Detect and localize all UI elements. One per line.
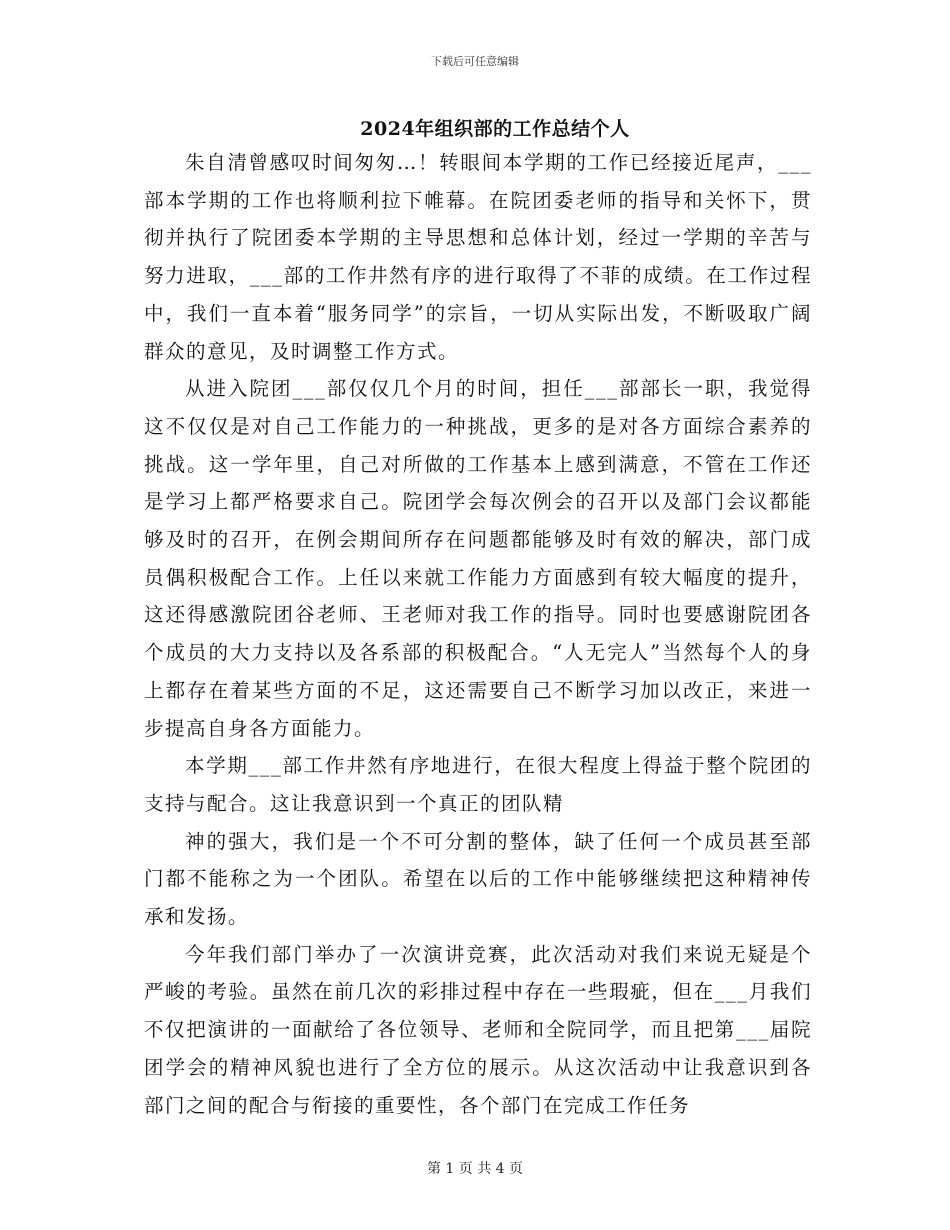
page-number-footer: 第 1 页 共 4 页: [426, 1161, 524, 1177]
paragraph: 从进入院团___部仅仅几个月的时间，担任___部部长一职，我觉得这不仅仅是对自己工作能力的一种挑战，更多的是对各方面综合素养的挑战。这一学年里，自己对所做的工作基本上感到满意，不管在工作还是学习上都严格要求自己。院团学会每次例会的召开以及部门会议都能够及时的召开，在例会期间所存在问题都能够及时有效的解决，部门成员偶积极配合工作。上任以来就工作能力方面感到有较大幅度的提升，这还得感激院团谷老师、王老师对我工作的指导。同时也要感谢院团各个成员的大力支持以及各系部的积极配合。“人无完人”当然每个人的身上都存在着某些方面的不足，这还需要自己不断学习加以改正，来进一步提高自身各方面能力。: [144, 377, 812, 740]
document-body: [144, 144, 812, 1124]
paragraph: 朱自清曾感叹时间匆匆…！转眼间本学期的工作已经接近尾声，___部本学期的工作也将顺利拉下帷幕。在院团委老师的指导和关怀下，贯彻并执行了院团委本学期的主导思想和总体计划，经过一学期的辛苦与努力进取，___部的工作井然有序的进行取得了不菲的成绩。在工作过程中，我们一直本着“服务同学”的宗旨，一切从实际出发，不断吸取广阔群众的意见，及时调整工作方式。: [144, 151, 812, 363]
paragraph: 今年我们部门举办了一次演讲竞赛，此次活动对我们来说无疑是个严峻的考验。虽然在前几次的彩排过程中存在一些瑕疵，但在___月我们不仅把演讲的一面献给了各位领导、老师和全院同学，而且把第___届院团学会的精神风貌也进行了全方位的展示。从这次活动中让我意识到各部门之间的配合与衔接的重要性，各个部门在完成工作任务: [144, 942, 812, 1117]
paragraph: 本学期___部工作井然有序地进行，在很大程度上得益于整个院团的支持与配合。这让我意识到一个真正的团队精: [144, 754, 812, 815]
header-note: 下载后可任意编辑: [431, 55, 519, 68]
paragraph: 神的强大，我们是一个不可分割的整体，缺了任何一个成员甚至部门都不能称之为一个团队。希望在以后的工作中能够继续把这种精神传承和发扬。: [144, 829, 812, 929]
document-title: 2024年组织部的工作总结个人: [360, 118, 630, 140]
